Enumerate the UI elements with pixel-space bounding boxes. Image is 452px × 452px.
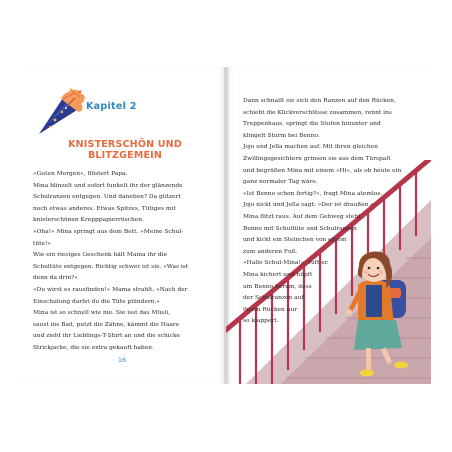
text-line: tüte!« — [33, 240, 51, 247]
text-line: Jojo und Jella machen auf. Mit ihren gleichen — [243, 144, 378, 151]
text-line: Zwillingsgesichtern grinsen sie aus dem Türspalt — [243, 155, 391, 162]
text-line: und kickt ein Steinchen von einem — [243, 237, 347, 244]
text-line: Einschulung darfst du die Tüte plündern.« — [33, 298, 161, 305]
text-line: Schulranzen entgegen. Und daneben? Da glitzert — [33, 194, 181, 201]
text-line: »Oha!« Mina springt aus dem Bett. »Meine Schul- — [33, 228, 184, 235]
page-number: 16 — [117, 356, 127, 364]
text-line: noch etwas anderes. Etwas Spitzes, Tütiges mit — [33, 205, 176, 212]
text-line: ihrem Rücken nur — [243, 306, 298, 313]
text-line: knisterschönen Krepppapierrüschen. — [33, 217, 144, 224]
chapter-label: Kapitel 2 — [86, 101, 137, 112]
text-line: der Schulranzen auf — [243, 295, 304, 302]
text-line: Treppenhaus, springt die Stufen hinunter und — [243, 121, 381, 128]
text-line: »Ist Benno schon fertig?«, fragt Mina atemlos. — [243, 190, 383, 197]
text-line: Benno mit Schultüte und Schulranzen — [243, 225, 357, 232]
text-line: Wie ein riesiges Geschenk hält Mama ihr die — [33, 252, 167, 259]
text-line: so klappert. — [243, 318, 279, 325]
text-line: klingelt Sturm bei Benno. — [243, 132, 320, 139]
text-line: zum anderen Fuß. — [243, 248, 298, 255]
text-line: »Du wirst es rausfinden!« Mama strahlt. »Nach der — [33, 286, 188, 293]
text-line: Dann schnallt sie sich den Ranzen auf den Rücken, — [243, 98, 396, 104]
chapter-title: KNISTERSCHÖN UND BLITZGEMEIN — [68, 139, 182, 161]
text-line: Schultüte entgegen. Richtig schwer ist sie. »Was ist — [33, 263, 189, 270]
text-line: schiebt die Klickverschlüsse zusammen, rennt ins — [243, 109, 392, 116]
text-line: ganz normaler Tag wäre. — [243, 179, 318, 186]
right-page-text — [243, 96, 433, 328]
left-page-text — [33, 169, 213, 355]
text-line: denn da drin?« — [33, 275, 78, 282]
text-line: und zieht ihr Lieblings-T-Shirt an und die schicke — [33, 333, 180, 340]
text-line: saust ins Bad, putzt die Zähne, kämmt die Haare — [33, 321, 180, 328]
text-line: »Hallo Schul-Mina!«, ruft er. — [243, 260, 329, 267]
text-line: Mina blinzelt und sofort funkelt ihr der glänzende — [33, 182, 183, 189]
text-line: um Benno herum, dass — [243, 283, 312, 290]
text-line: und begrüßen Mina mit einem »Hi«, als ob heute ein — [243, 167, 402, 174]
text-line: Mina flitzt raus. Auf dem Gehweg steht — [243, 213, 361, 220]
text-line: Strickjacke, die sie extra gekauft haben. — [33, 344, 154, 351]
text-line: Mina ist so schnell wie nie. Sie isst das Müsli, — [33, 310, 171, 317]
text-line: »Guten Morgen«, flüstert Papa. — [33, 171, 128, 177]
text-line: Mina kichert und hüpft — [243, 271, 313, 278]
text-line: Jojo nickt und Jella sagt: »Der ist draußen.« — [243, 202, 374, 209]
